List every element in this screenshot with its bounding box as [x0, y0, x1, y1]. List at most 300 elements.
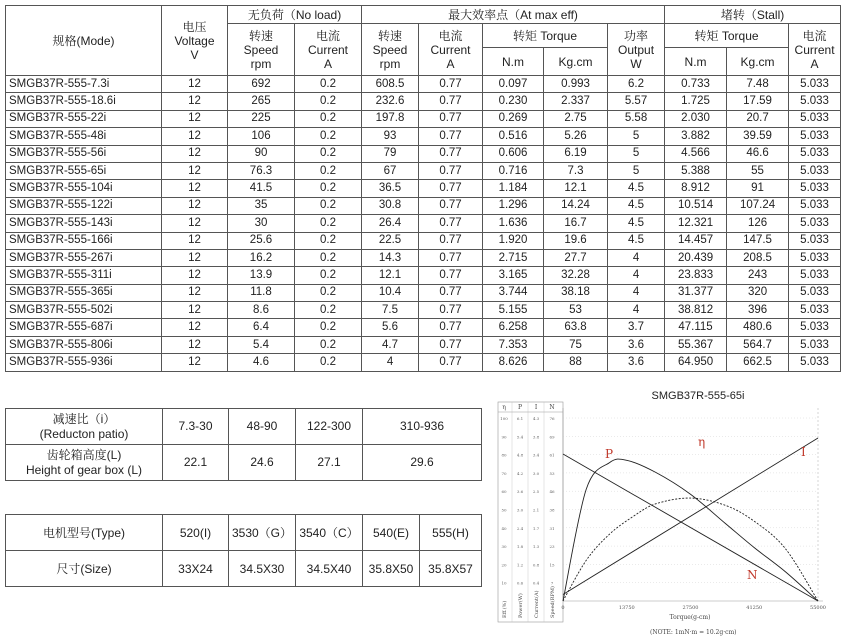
model-cell: SMGB37R-555-936i — [6, 354, 162, 371]
value-cell: 0.2 — [295, 284, 362, 301]
value-cell: 30.8 — [362, 197, 419, 214]
value-cell: 5.033 — [789, 354, 841, 371]
y-tick-label: 4.8 — [516, 452, 524, 458]
value-cell: 0.77 — [419, 354, 483, 371]
value-cell: 0.77 — [419, 215, 483, 232]
header-current-unit: A — [810, 56, 819, 71]
y-tick-label: 0.4 — [532, 580, 540, 586]
ratio-label-en: (Reducton patio) — [39, 426, 129, 441]
value-cell: 10.514 — [665, 197, 727, 214]
height-value: 22.1 — [163, 445, 229, 481]
model-cell: SMGB37R-555-48i — [6, 128, 162, 145]
series-line-i — [563, 438, 818, 595]
y-axis-label: Eff.(%) — [502, 600, 508, 618]
series-label: I — [801, 445, 806, 459]
value-cell: 31.377 — [665, 284, 727, 301]
value-cell: 320 — [727, 284, 789, 301]
value-cell: 0.2 — [295, 354, 362, 371]
y-tick-label: 100 — [500, 416, 508, 421]
size-value: 35.8X50 — [363, 551, 420, 587]
series-label: η — [698, 435, 706, 449]
y-tick-label: 38 — [549, 507, 555, 513]
value-cell: 12 — [162, 267, 228, 284]
value-cell: 3.6 — [608, 336, 665, 353]
value-cell: 5 — [608, 128, 665, 145]
header-voltage-cn: 电压 — [182, 19, 207, 34]
x-tick-label: 13750 — [618, 605, 635, 611]
y-tick-label: 2.5 — [532, 489, 540, 495]
y-tick-label: 4.3 — [532, 416, 540, 421]
value-cell: 126 — [727, 215, 789, 232]
table-row — [6, 76, 841, 93]
value-cell: 0.77 — [419, 110, 483, 127]
value-cell: 0.77 — [419, 284, 483, 301]
value-cell: 0.606 — [483, 145, 544, 162]
header-current-en: Current — [308, 42, 349, 57]
value-cell: 0.2 — [295, 128, 362, 145]
header-eff-nm: N.m — [483, 48, 544, 76]
value-cell: 4.7 — [362, 336, 419, 353]
value-cell: 0.77 — [419, 145, 483, 162]
value-cell: 0.2 — [295, 145, 362, 162]
y-tick-label: 0.6 — [516, 580, 524, 586]
y-tick-label: 69 — [549, 434, 555, 440]
ratio-label — [6, 409, 163, 445]
model-cell: SMGB37R-555-122i — [6, 197, 162, 214]
value-cell: 53 — [544, 302, 608, 319]
value-cell: 1.636 — [483, 215, 544, 232]
x-tick-label: 55000 — [810, 605, 826, 611]
value-cell: 14.457 — [665, 232, 727, 249]
value-cell: 12 — [162, 232, 228, 249]
table-row — [6, 128, 841, 145]
value-cell: 0.2 — [295, 319, 362, 336]
value-cell: 6.258 — [483, 319, 544, 336]
header-speed-cn: 转速 — [378, 28, 403, 43]
table-row — [6, 162, 841, 179]
model-cell: SMGB37R-555-687i — [6, 319, 162, 336]
value-cell: 4.5 — [608, 197, 665, 214]
value-cell: 12 — [162, 197, 228, 214]
value-cell: 20.439 — [665, 249, 727, 266]
model-cell: SMGB37R-555-65i — [6, 162, 162, 179]
value-cell: 20.7 — [727, 110, 789, 127]
value-cell: 4.566 — [665, 145, 727, 162]
value-cell: 225 — [228, 110, 295, 127]
header-voltage-en: Voltage — [174, 33, 215, 48]
header-output-unit: W — [630, 56, 642, 71]
table-row — [6, 232, 841, 249]
value-cell: 0.2 — [295, 162, 362, 179]
value-cell: 0.230 — [483, 93, 544, 110]
model-cell: SMGB37R-555-267i — [6, 249, 162, 266]
value-cell: 22.5 — [362, 232, 419, 249]
value-cell: 147.5 — [727, 232, 789, 249]
value-cell: 5.033 — [789, 76, 841, 93]
value-cell: 0.2 — [295, 302, 362, 319]
header-model: 规格(Mode) — [6, 6, 162, 76]
height-label-en: Height of gear box (L) — [25, 462, 143, 477]
header-current-cn: 电流 — [802, 28, 827, 43]
value-cell: 26.4 — [362, 215, 419, 232]
value-cell: 12 — [162, 319, 228, 336]
value-cell: 5 — [608, 162, 665, 179]
value-cell: 5.58 — [608, 110, 665, 127]
header-stall-kgcm: Kg.cm — [727, 48, 789, 76]
value-cell: 4 — [608, 267, 665, 284]
value-cell: 23.833 — [665, 267, 727, 284]
value-cell: 5.033 — [789, 215, 841, 232]
table-row — [6, 336, 841, 353]
header-speed-unit: rpm — [250, 56, 272, 71]
value-cell: 0.77 — [419, 232, 483, 249]
table-row — [6, 93, 841, 110]
model-cell: SMGB37R-555-22i — [6, 110, 162, 127]
header-eff-torque: 转矩 Torque — [483, 24, 608, 48]
height-value: 24.6 — [229, 445, 296, 481]
y-axis-label: Current(A) — [534, 590, 540, 618]
y-axis-label: Power(W) — [518, 593, 524, 618]
value-cell: 35 — [228, 197, 295, 214]
value-cell: 93 — [362, 128, 419, 145]
table-row — [6, 354, 841, 371]
height-value: 27.1 — [296, 445, 363, 481]
y-axis-header: N — [549, 404, 555, 411]
size-value: 35.8X57 — [420, 551, 482, 587]
value-cell: 88 — [544, 354, 608, 371]
model-cell: SMGB37R-555-104i — [6, 180, 162, 197]
header-speed-en: Speed — [372, 42, 408, 57]
y-tick-label: 3.0 — [532, 470, 540, 476]
ratio-value: 310-936 — [363, 409, 482, 445]
y-tick-label: 6.1 — [516, 416, 524, 421]
y-tick-label: 1.3 — [532, 544, 540, 550]
value-cell: 5.57 — [608, 93, 665, 110]
value-cell: 5.6 — [362, 319, 419, 336]
value-cell: 16.7 — [544, 215, 608, 232]
value-cell: 396 — [727, 302, 789, 319]
header-max-eff: 最大效率点（At max eff) — [362, 6, 665, 24]
value-cell: 64.950 — [665, 354, 727, 371]
value-cell: 0.2 — [295, 215, 362, 232]
value-cell: 1.296 — [483, 197, 544, 214]
value-cell: 6.19 — [544, 145, 608, 162]
value-cell: 17.59 — [727, 93, 789, 110]
header-current-en: Current — [794, 42, 835, 57]
y-tick-label: 30 — [501, 544, 507, 550]
header-voltage — [162, 6, 228, 76]
value-cell: 0.2 — [295, 336, 362, 353]
y-tick-label: 76 — [549, 416, 555, 421]
model-cell: SMGB37R-555-365i — [6, 284, 162, 301]
value-cell: 197.8 — [362, 110, 419, 127]
value-cell: 5.033 — [789, 110, 841, 127]
size-value: 34.5X30 — [229, 551, 296, 587]
value-cell: 0.77 — [419, 302, 483, 319]
value-cell: 0.77 — [419, 249, 483, 266]
x-tick-label: 41250 — [746, 605, 763, 611]
value-cell: 2.337 — [544, 93, 608, 110]
value-cell: 5.033 — [789, 145, 841, 162]
value-cell: 12 — [162, 76, 228, 93]
value-cell: 36.5 — [362, 180, 419, 197]
value-cell: 0.2 — [295, 93, 362, 110]
value-cell: 5.155 — [483, 302, 544, 319]
y-axis-label: Speed(RPM) — [550, 586, 556, 618]
value-cell: 2.715 — [483, 249, 544, 266]
value-cell: 692 — [228, 76, 295, 93]
value-cell: 0.993 — [544, 76, 608, 93]
value-cell: 5.033 — [789, 93, 841, 110]
value-cell: 0.269 — [483, 110, 544, 127]
value-cell: 106 — [228, 128, 295, 145]
y-tick-label: 53 — [549, 470, 555, 476]
type-value: 3540（C） — [296, 515, 363, 551]
y-axis-header: I — [534, 404, 538, 411]
value-cell: 7.353 — [483, 336, 544, 353]
header-current-cn: 电流 — [316, 28, 341, 43]
y-tick-label: 31 — [549, 525, 555, 531]
header-eff-kgcm: Kg.cm — [544, 48, 608, 76]
value-cell: 2.030 — [665, 110, 727, 127]
value-cell: 4.6 — [228, 354, 295, 371]
value-cell: 32.28 — [544, 267, 608, 284]
y-tick-label: 0.8 — [532, 562, 540, 568]
model-cell: SMGB37R-555-166i — [6, 232, 162, 249]
table-row — [6, 302, 841, 319]
series-line-p — [563, 459, 818, 601]
header-stall-nm: N.m — [665, 48, 727, 76]
value-cell: 12.1 — [544, 180, 608, 197]
value-cell: 5.033 — [789, 197, 841, 214]
value-cell: 4 — [608, 284, 665, 301]
value-cell: 5.033 — [789, 249, 841, 266]
value-cell: 3.882 — [665, 128, 727, 145]
size-label: 尺寸(Size) — [6, 551, 163, 587]
value-cell: 5.388 — [665, 162, 727, 179]
value-cell: 5.033 — [789, 284, 841, 301]
value-cell: 19.6 — [544, 232, 608, 249]
value-cell: 564.7 — [727, 336, 789, 353]
header-noload-speed — [228, 24, 295, 76]
value-cell: 0.2 — [295, 249, 362, 266]
value-cell: 5.033 — [789, 319, 841, 336]
chart-note: (NOTE: 1mN·m = 10.2g·cm) — [650, 629, 737, 636]
value-cell: 39.59 — [727, 128, 789, 145]
value-cell: 0.2 — [295, 110, 362, 127]
value-cell: 55 — [727, 162, 789, 179]
axes-group — [498, 402, 826, 622]
value-cell: 12 — [162, 180, 228, 197]
table-row — [6, 284, 841, 301]
y-tick-label: 10 — [501, 580, 507, 586]
header-eff-speed — [362, 24, 419, 76]
performance-curve-chart — [493, 386, 838, 641]
ratio-value: 48-90 — [229, 409, 296, 445]
y-tick-label: 20 — [501, 562, 507, 568]
value-cell: 662.5 — [727, 354, 789, 371]
value-cell: 16.2 — [228, 249, 295, 266]
value-cell: 46.6 — [727, 145, 789, 162]
value-cell: 0.2 — [295, 197, 362, 214]
value-cell: 63.8 — [544, 319, 608, 336]
value-cell: 0.77 — [419, 336, 483, 353]
value-cell: 0.77 — [419, 162, 483, 179]
x-tick-label: 0 — [561, 605, 565, 611]
ratio-table — [5, 408, 482, 481]
y-tick-label: 1.8 — [516, 544, 524, 550]
series-label: N — [747, 568, 758, 582]
series-line-n — [563, 454, 818, 601]
value-cell: 4.5 — [608, 180, 665, 197]
model-cell: SMGB37R-555-143i — [6, 215, 162, 232]
ratio-value: 122-300 — [296, 409, 363, 445]
model-cell: SMGB37R-555-311i — [6, 267, 162, 284]
y-tick-label: 5.4 — [516, 434, 524, 440]
value-cell: 76.3 — [228, 162, 295, 179]
value-cell: 2.75 — [544, 110, 608, 127]
value-cell: 11.8 — [228, 284, 295, 301]
header-current-unit: A — [446, 56, 455, 71]
header-stall: 堵转（Stall) — [665, 6, 841, 24]
y-tick-label: 90 — [501, 434, 507, 440]
value-cell: 5.033 — [789, 232, 841, 249]
value-cell: 243 — [727, 267, 789, 284]
value-cell: 12 — [162, 302, 228, 319]
table-row — [6, 180, 841, 197]
value-cell: 8.912 — [665, 180, 727, 197]
value-cell: 5.26 — [544, 128, 608, 145]
header-eff-current — [419, 24, 483, 76]
type-value: 520(I) — [163, 515, 229, 551]
ratio-label-cn: 减速比（i） — [52, 411, 116, 426]
spec-body — [6, 76, 841, 372]
header-output-en: Output — [618, 42, 655, 57]
value-cell: 12 — [162, 336, 228, 353]
y-tick-label: 1.7 — [532, 525, 540, 531]
value-cell: 12 — [162, 128, 228, 145]
y-tick-label: 40 — [501, 525, 507, 531]
value-cell: 0.77 — [419, 180, 483, 197]
value-cell: 0.2 — [295, 267, 362, 284]
value-cell: 0.77 — [419, 76, 483, 93]
value-cell: 47.115 — [665, 319, 727, 336]
value-cell: 5.033 — [789, 180, 841, 197]
value-cell: 12 — [162, 110, 228, 127]
model-cell: SMGB37R-555-56i — [6, 145, 162, 162]
value-cell: 55.367 — [665, 336, 727, 353]
y-tick-label: 3.4 — [532, 452, 540, 458]
value-cell: 4 — [608, 249, 665, 266]
value-cell: 6.4 — [228, 319, 295, 336]
value-cell: 0.77 — [419, 93, 483, 110]
height-value: 29.6 — [363, 445, 482, 481]
table-row — [6, 110, 841, 127]
table-row — [6, 319, 841, 336]
value-cell: 5.033 — [789, 128, 841, 145]
value-cell: 0.733 — [665, 76, 727, 93]
series-line-eff — [563, 498, 818, 601]
value-cell: 90 — [228, 145, 295, 162]
value-cell: 12 — [162, 145, 228, 162]
height-label — [6, 445, 163, 481]
value-cell: 12 — [162, 215, 228, 232]
header-output-cn: 功率 — [624, 28, 649, 43]
value-cell: 7.48 — [727, 76, 789, 93]
value-cell: 0.2 — [295, 76, 362, 93]
value-cell: 5.033 — [789, 302, 841, 319]
header-eff-output — [608, 24, 665, 76]
y-tick-label: 50 — [501, 507, 507, 513]
value-cell: 38.812 — [665, 302, 727, 319]
y-axis-header: P — [517, 404, 523, 411]
value-cell: 208.5 — [727, 249, 789, 266]
y-tick-label: 4.2 — [516, 470, 524, 476]
value-cell: 5.4 — [228, 336, 295, 353]
value-cell: 0.097 — [483, 76, 544, 93]
y-tick-label: 3.0 — [516, 507, 524, 513]
header-speed-cn: 转速 — [248, 28, 273, 43]
value-cell: 0.77 — [419, 319, 483, 336]
header-stall-torque: 转矩 Torque — [665, 24, 789, 48]
model-cell: SMGB37R-555-502i — [6, 302, 162, 319]
x-tick-label: 27500 — [682, 605, 699, 611]
value-cell: 14.24 — [544, 197, 608, 214]
y-axis-header: η — [502, 404, 506, 411]
header-current-en: Current — [430, 42, 471, 57]
y-tick-label: 2.1 — [532, 507, 540, 513]
model-cell: SMGB37R-555-806i — [6, 336, 162, 353]
y-tick-label: 7 — [550, 580, 554, 586]
value-cell: 7.3 — [544, 162, 608, 179]
value-cell: 4.5 — [608, 232, 665, 249]
y-tick-label: 46 — [549, 489, 555, 495]
value-cell: 0.716 — [483, 162, 544, 179]
type-value: 3530（G） — [229, 515, 296, 551]
value-cell: 8.626 — [483, 354, 544, 371]
ratio-value: 7.3-30 — [163, 409, 229, 445]
value-cell: 265 — [228, 93, 295, 110]
y-tick-label: 2.4 — [516, 525, 524, 531]
value-cell: 0.516 — [483, 128, 544, 145]
y-tick-label: 23 — [549, 544, 555, 550]
header-current-unit: A — [324, 56, 333, 71]
spec-table — [5, 5, 841, 372]
type-table — [5, 514, 482, 587]
size-value: 34.5X40 — [296, 551, 363, 587]
table-row — [6, 197, 841, 214]
value-cell: 6.2 — [608, 76, 665, 93]
header-current-cn: 电流 — [438, 28, 463, 43]
y-tick-label: 3.8 — [532, 434, 540, 440]
y-tick-label: 1.2 — [516, 562, 524, 568]
value-cell: 232.6 — [362, 93, 419, 110]
value-cell: 91 — [727, 180, 789, 197]
value-cell: 27.7 — [544, 249, 608, 266]
type-value: 540(E) — [363, 515, 420, 551]
value-cell: 38.18 — [544, 284, 608, 301]
y-tick-label: 3.6 — [516, 489, 524, 495]
value-cell: 13.9 — [228, 267, 295, 284]
value-cell: 1.184 — [483, 180, 544, 197]
value-cell: 3.165 — [483, 267, 544, 284]
value-cell: 0.77 — [419, 267, 483, 284]
type-value: 555(H) — [420, 515, 482, 551]
value-cell: 480.6 — [727, 319, 789, 336]
value-cell: 67 — [362, 162, 419, 179]
y-tick-label: 60 — [501, 489, 507, 495]
value-cell: 0.77 — [419, 197, 483, 214]
